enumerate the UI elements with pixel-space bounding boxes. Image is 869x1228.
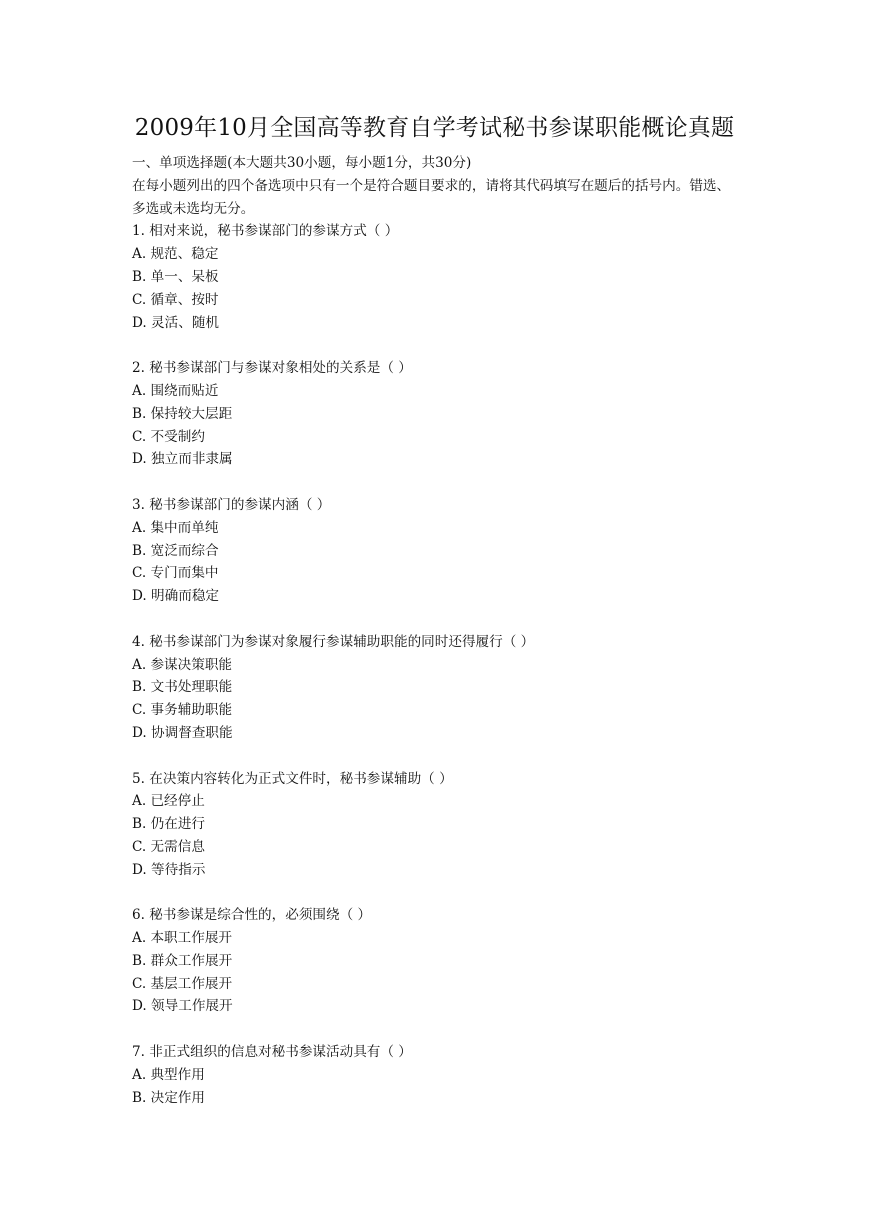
option-b: B. 保持较大层距 [132,405,233,422]
question-6 [132,904,742,1018]
option-d: D. 协调督查职能 [132,724,233,741]
option-a: A. 本职工作展开 [132,930,233,947]
option-c: C. 循章、按时 [132,291,219,308]
question-4 [132,631,742,745]
option-c: C. 不受制约 [132,428,205,445]
question-stem: 2. 秘书参谋部门与参谋对象相处的关系是（ ） [132,360,412,377]
option-d: D. 灵活、随机 [132,314,220,331]
option-c: C. 专门而集中 [132,565,219,582]
option-b: B. 文书处理职能 [132,679,233,696]
option-b: B. 单一、呆板 [132,268,219,285]
option-b: B. 群众工作展开 [132,952,233,969]
question-stem: 4. 秘书参谋部门为参谋对象履行参谋辅助职能的同时还得履行（ ） [132,633,535,650]
option-b: B. 宽泛而综合 [132,542,219,559]
question-7 [132,1041,742,1109]
question-5 [132,768,742,882]
option-d: D. 独立而非隶属 [132,451,233,468]
question-stem: 1. 相对来说，秘书参谋部门的参谋方式（ ） [132,223,399,240]
instructions-paragraph: 在每小题列出的四个备选项中只有一个是符合题目要求的，请将其代码填写在题后的括号内。错选、多选或未选均无分。 [132,177,731,217]
option-a: A. 规范、稳定 [132,246,219,263]
page-title: 2009年10月全国高等教育自学考试秘书参谋职能概论真题 [134,115,735,141]
question-2 [132,357,742,471]
option-d: D. 等待指示 [132,861,206,878]
option-a: A. 已经停止 [132,793,205,810]
option-d: D. 领导工作展开 [132,998,233,1015]
option-b: B. 决定作用 [132,1089,206,1106]
document-body [132,152,742,1109]
question-stem: 6. 秘书参谋是综合性的，必须围绕（ ） [132,907,372,924]
section-header: 一、单项选择题(本大题共30小题，每小题1分，共30分) [132,155,472,171]
option-d: D. 明确而稳定 [132,588,220,605]
option-c: C. 无需信息 [132,838,205,855]
option-c: C. 基层工作展开 [132,975,233,992]
option-a: A. 围绕而贴近 [132,382,219,399]
question-3 [132,494,742,608]
question-stem: 5. 在决策内容转化为正式文件时，秘书参谋辅助（ ） [132,770,453,787]
question-1 [132,220,742,334]
option-a: A. 参谋决策职能 [132,656,233,673]
option-c: C. 事务辅助职能 [132,702,233,719]
option-a: A. 集中而单纯 [132,519,219,536]
option-b: B. 仍在进行 [132,816,206,833]
question-stem: 7. 非正式组织的信息对秘书参谋活动具有（ ） [132,1044,412,1061]
option-a: A. 典型作用 [132,1066,205,1083]
question-stem: 3. 秘书参谋部门的参谋内涵（ ） [132,496,331,513]
